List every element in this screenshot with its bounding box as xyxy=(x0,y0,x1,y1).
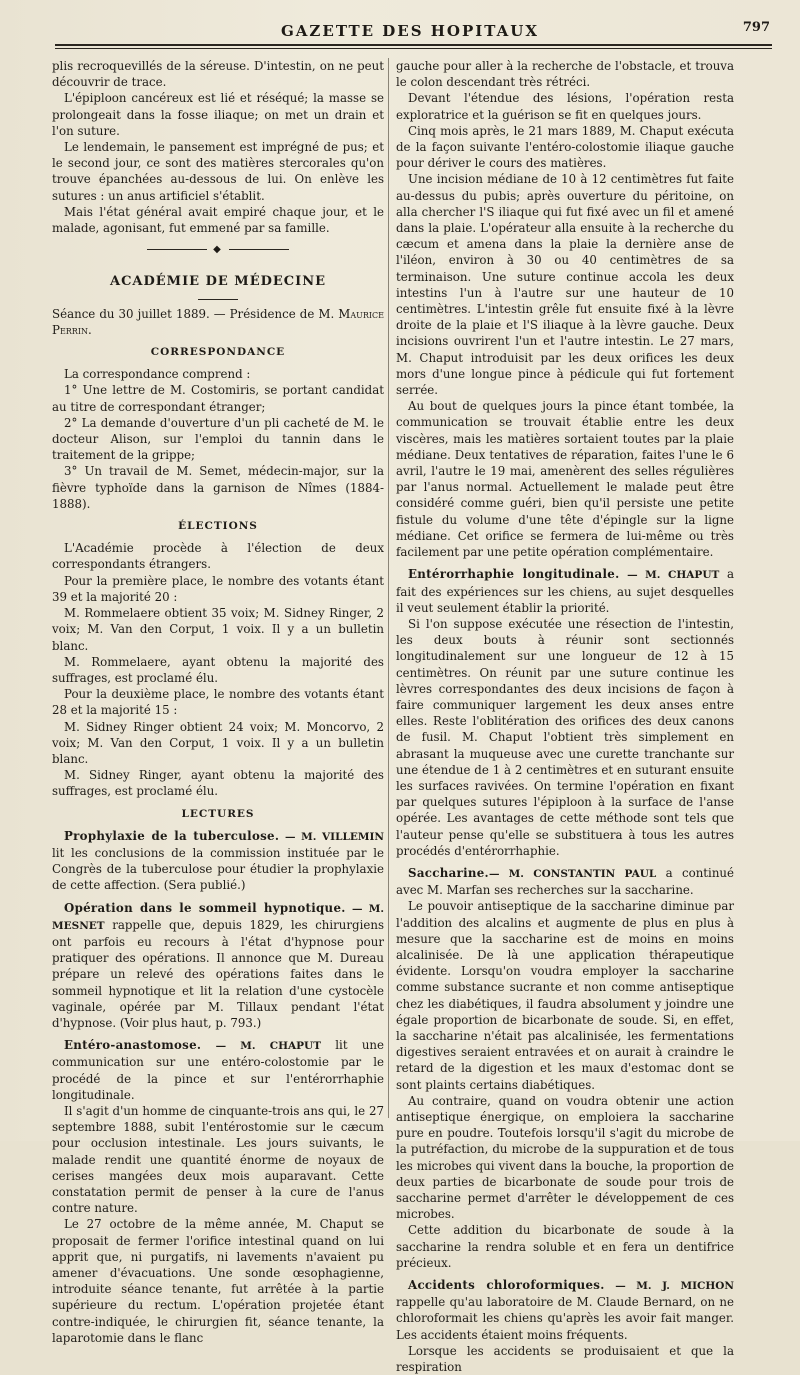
subsection-heading: LECTURES xyxy=(181,807,255,820)
paragraph: Cinq mois après, le 21 mars 1889, M. Chaput exécuta de la façon suivante l'entéro-colostomie iliaque gauche pour dériver le cours des matières. xyxy=(396,123,734,171)
entry-author: — M. CHAPUT xyxy=(215,1040,322,1053)
session-line xyxy=(52,306,384,338)
paragraph: Mais l'état général avait empiré chaque jour, et le malade, agonisant, fut emmené par sa famille. xyxy=(52,204,384,236)
paragraph: Cette addition du bicarbonate de soude à la saccharine la rendra soluble et en fera un dentifrice précieux. xyxy=(396,1223,734,1270)
paragraph: Le pouvoir antiseptique de la saccharine diminue par l'addition des alcalins et augmente de plus en plus à mesure que la saccharine est de moins en moins alcalinisée. De là une application thérapeutique évidente. Lorsqu'on voudra employer la saccharine comme substance sucrante et non comme antiseptique chez les diabétiques, il faudra absolument y joindre une égale proportion de bicarbonate de soude. Si, en effet, la saccharine n'était pas alcalinisée, les fermentations digestives seraient entravées et on aurait à craindre le retard de la digestion et les maux d'estomac dont se sont plaints certains diabétiques. xyxy=(396,899,734,1092)
subsection-heading: CORRESPONDANCE xyxy=(150,346,286,359)
subsection-heading: ÉLECTIONS xyxy=(178,520,258,533)
paragraph: 2° La demande d'ouverture d'un pli cacheté de M. le docteur Alison, sur l'emploi du tannin dans le traitement de la grippe; xyxy=(52,415,384,463)
section-divider: ◆ xyxy=(52,242,384,258)
article-entry xyxy=(396,1277,734,1343)
article-entry xyxy=(396,566,734,616)
entry-text: a continué avec M. Marfan ses recherches sur la saccharine. xyxy=(396,865,734,898)
entry-title: Opération dans le sommeil hypnotique. xyxy=(64,900,346,915)
paragraph: La correspondance comprend : xyxy=(64,367,251,382)
entry-author: — M. J. MICHON xyxy=(615,1280,735,1293)
column-separator xyxy=(388,58,389,1118)
article-entry xyxy=(52,828,384,894)
paragraph: 3° Un travail de M. Semet, médecin-major, sur la fièvre typhoïde dans la garnison de Nîmes (1884-1888). xyxy=(52,464,384,511)
entry-text: rappelle que, depuis 1829, les chirurgiens ont parfois eu recours à l'état d'hypnose pour pratiquer des opérations. Il annonce que M. Dureau prépare un relevé des opérations faites dans le sommeil hypnotique et lit la relation d'une cystocèle vaginale, opérée par M. Tillaux pendant l'état d'hypnose. (Voir plus haut, p. 793.) xyxy=(52,917,385,1030)
paragraph: 1° Une lettre de M. Costomiris, se portant candidat au titre de correspondant étranger; xyxy=(52,383,384,414)
entry-author: — M. MESNET xyxy=(52,902,385,932)
entry-text: rappelle qu'au laboratoire de M. Claude Bernard, on ne chloroformait les chiens qu'après les avoir fait manger. Les accidents étaient moins fréquents. xyxy=(396,1295,734,1342)
paragraph: Au bout de quelques jours la pince étant tombée, la communication se trouvait établie entre les deux viscères, mais les matières sortaient toutes par la plaie médiane. Deux tentatives de réparation, faites l'une le 6 avril, l'autre le 19 mai, amenèrent des selles régulières par l'anus normal. Actuellement le malade peut être considéré comme guéri, bien qu'il persiste une petite fistule du volume d'une tête d'épingle sur la ligne médiane. Cet orifice se fermera de lui-même ou très facilement par une petite opération complémentaire. xyxy=(396,399,734,560)
entry-author: — M. CHAPUT xyxy=(627,569,720,582)
paragraph: Pour la première place, le nombre des votants étant 39 et la majorité 20 : xyxy=(52,573,384,604)
entry-text: a fait des expériences sur les chiens, au sujet desquelles il veut seulement établir la priorité. xyxy=(396,567,734,615)
header-rule-thin xyxy=(55,48,772,49)
entry-title: Entérorrhaphie longitudinale. xyxy=(408,567,620,582)
left-column xyxy=(52,58,384,1346)
paragraph: gauche pour aller à la recherche de l'obstacle, et trouva le colon descendant très rétréci. xyxy=(396,59,734,90)
paragraph: Si l'on suppose exécutée une résection de l'intestin, les deux bouts à réunir sont sectionnés longitudinalement sur une longueur de 12 à 15 centimètres. On réunit par une suture continue les lèvres correspondantes des deux incisions de façon à faire communiquer largement les deux anses entre elles. Reste l'oblitération des orifices des deux canons de fusil. M. Chaput l'obtient très simplement en abrasant la muqueuse avec une curette tranchante sur une étendue de 1 à 2 centimètres et en suturant ensuite les surfaces ravivées. On termine l'opération en fixant par quelques sutures l'épiploon à la surface de l'anse opérée. Les avantages de cette méthode sont tels que l'auteur pense qu'elle se substituera à tous les autres procédés d'entérorrhaphie. xyxy=(396,616,734,858)
paragraph: Devant l'étendue des lésions, l'opération resta exploratrice et la guérison se fit en quelques jours. xyxy=(396,91,734,122)
entry-title: Saccharine. xyxy=(408,865,489,880)
paragraph: Le 27 octobre de la même année, M. Chaput se proposait de fermer l'orifice intestinal quand on lui apprit que, ni purgatifs, ni lavements n'avaient pu amener d'évacuations. Une sonde œsophagienne, introduite séance tenante, fut arrêtée à la partie supérieure du rectum. L'opération projetée étant contre-indiquée, le chirurgien fit, séance tenante, la laparotomie dans le flanc xyxy=(52,1217,384,1345)
paragraph: Il s'agit d'un homme de cinquante-trois ans qui, le 27 septembre 1888, subit l'entérostomie sur le cæcum pour occlusion intestinale. Les jours suivants, le malade rendit une quantité énorme de noyaux de cerises mangées deux mois auparavant. Cette constatation permit de penser à la cure de l'anus contre nature. xyxy=(52,1103,384,1216)
president-name: Maurice Perrin xyxy=(52,306,384,337)
header-rule-thick xyxy=(55,44,772,46)
section-heading: ACADÉMIE DE MÉDECINE xyxy=(109,274,326,290)
paragraph: M. Sidney Ringer, ayant obtenu la majorité des suffrages, est proclamé élu. xyxy=(52,768,384,799)
article-entry xyxy=(52,1037,384,1103)
entry-text: lit les conclusions de la commission instituée par le Congrès de la tuberculose pour étudier la prophylaxie de cette affection. (Sera publié.) xyxy=(52,845,384,893)
paragraph: Le lendemain, le pansement est imprégné de pus; et le second jour, ce sont des matières stercorales qu'on trouve épanchées au-dessous de lui. On enlève les sutures : un anus artificiel s'établit. xyxy=(52,140,384,203)
journal-title: GAZETTE DES HOPITAUX xyxy=(280,22,539,40)
entry-title: Entéro-anastomose. xyxy=(64,1038,202,1053)
paragraph: Pour la deuxième place, le nombre des votants étant 28 et la majorité 15 : xyxy=(52,687,384,718)
entry-author: — M. CONSTANTIN PAUL xyxy=(488,867,657,880)
entry-text: lit une communication sur une entéro-colostomie par le procédé de la pince et sur l'entérorrhaphie longitudinale. xyxy=(52,1038,385,1102)
paragraph: Une incision médiane de 10 à 12 centimètres fut faite au-dessus du pubis; après ouverture du péritoine, on alla chercher l'S iliaque qui fut fixé avec un fil et amené dans la plaie. L'opérateur alla ensuite à la recherche du cæcum et amena dans la plaie la dernière anse de l'iléon, environ à 30 ou 40 centimètres de sa terminaison. Une suture continue accola les deux intestins l'un à l'autre sur une hauteur de 10 centimètres. L'intestin grêle fut ensuite fixé à la lèvre droite de la plaie et l'S iliaque à la lèvre gauche. Deux incisions ouvrirent l'un et l'autre intestin. Le 27 mars, M. Chaput introduisit par les deux orifices les deux mors d'une longue pince à pédicule qui fut fortement serrée. xyxy=(396,172,734,398)
entry-author: — M. VILLEMIN xyxy=(285,830,384,843)
article-entry xyxy=(52,900,384,1032)
entry-title: Accidents chloroformiques. xyxy=(408,1278,605,1293)
paragraph: Lorsque les accidents se produisaient et que la respiration xyxy=(396,1343,734,1375)
page-number: 797 xyxy=(742,20,770,35)
article-entry xyxy=(396,865,734,898)
right-column xyxy=(396,58,734,1375)
entry-title: Prophylaxie de la tuberculose. xyxy=(64,828,280,843)
paragraph: Au contraire, quand on voudra obtenir une action antiseptique énergique, on emploiera la saccharine pure en poudre. Toutefois lorsqu'il s'agit du microbe de la putréfaction, du microbe de la suppuration et de tous les microbes qui vivent dans la bouche, la proportion de deux parties de bicarbonate de soude pour trois de saccharine permet d'arrêter le développement de ces microbes. xyxy=(396,1093,734,1222)
paragraph: M. Sidney Ringer obtient 24 voix; M. Moncorvo, 2 voix; M. Van den Corput, 1 voix. Il y a un bulletin blanc. xyxy=(52,719,384,766)
paragraph: L'Académie procède à l'élection de deux correspondants étrangers. xyxy=(52,541,384,572)
paragraph: plis recroquevillés de la séreuse. D'intestin, on ne peut découvrir de trace. xyxy=(52,59,384,90)
short-rule xyxy=(198,299,238,300)
session-text: Séance du 30 juillet 1889. — Présidence de M. xyxy=(52,306,339,321)
paragraph: M. Rommelaere, ayant obtenu la majorité des suffrages, est proclamé élu. xyxy=(52,654,384,685)
session-period: . xyxy=(88,322,92,337)
paragraph: M. Rommelaere obtient 35 voix; M. Sidney Ringer, 2 voix; M. Van den Corput, 1 voix. Il y a un bulletin blanc. xyxy=(52,606,384,653)
paragraph: L'épiploon cancéreux est lié et réséqué; la masse se prolongeait dans la fosse iliaque; on met un drain et l'on suture. xyxy=(52,91,384,138)
